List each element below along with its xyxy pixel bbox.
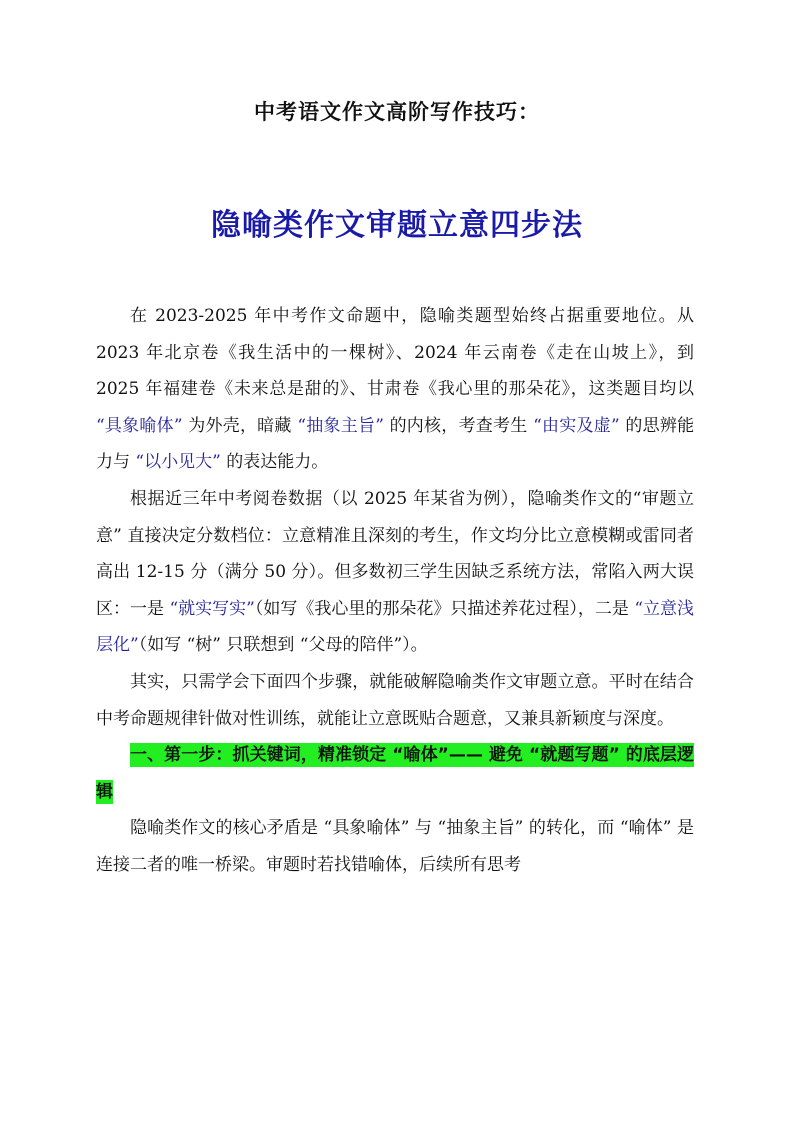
text-run: 的表达能力。 [226, 452, 329, 473]
keyword-shallow-theme: “立意浅层化” [96, 598, 695, 656]
paragraph-intro [96, 298, 694, 481]
highlighted-heading: 一、第一步：抓关键词，精准锁定 “喻体”—— 避免 “就题写题” 的底层逻辑 [96, 745, 694, 802]
document-body [96, 298, 694, 884]
text-run: （如写《我心里的那朵花》只描述养花过程），二是 [254, 598, 629, 619]
document-title: 隐喻类作文审题立意四步法 [211, 208, 583, 243]
keyword-concrete-vehicle: “具象喻体” [96, 415, 183, 436]
text-run: 的思辨能力与 [96, 415, 695, 473]
paragraph-step1: 隐喻类作文的核心矛盾是 “具象喻体” 与 “抽象主旨” 的转化，而 “喻体” 是连接二者的唯一桥梁。审题时若找错喻体，后续所有思考 [96, 818, 694, 875]
text-run: （如写 “树” 只联想到 “父母的陪伴”）。 [138, 635, 428, 656]
document-subtitle: 中考语文作文高阶写作技巧： [254, 99, 540, 124]
text-run: 为外壳，暗藏 [188, 415, 292, 436]
paragraph-data [96, 481, 694, 664]
section-heading-step1 [96, 737, 694, 810]
keyword-small-to-large: “以小见大” [135, 452, 221, 473]
text-run: 根据近三年中考阅卷数据（以 2025 年某省为例），隐喻类作文的“审题立意” 直接决定分数档位：立意精准且深刻的考生，作文均分比立意模糊或雷同者高出 12-15 分（满分 50 分）。但多数初三学生因缺乏系统方法，常陷入两大误区：一是 [96, 488, 694, 619]
text-run: 的内核，考查考生 [389, 415, 528, 436]
keyword-abstract-theme: “抽象主旨” [297, 415, 384, 436]
keyword-real-to-abstract: “由实及虚” [533, 415, 620, 436]
text-run: 在 2023-2025 年中考作文命题中，隐喻类题型始终占据重要地位。从 2023 年北京卷《我生活中的一棵树》、2024 年云南卷《走在山坡上》，到 2025 年福建卷《未来总是甜的》、甘肃卷《我心里的那朵花》，这类题目均以 [96, 306, 694, 400]
paragraph-method: 其实，只需学会下面四个步骤，就能破解隐喻类作文审题立意。平时在结合中考命题规律针做对性训练，就能让立意既贴合题意，又兼具新颖度与深度。 [96, 671, 694, 729]
keyword-literal-writing: “就实写实” [169, 598, 255, 619]
